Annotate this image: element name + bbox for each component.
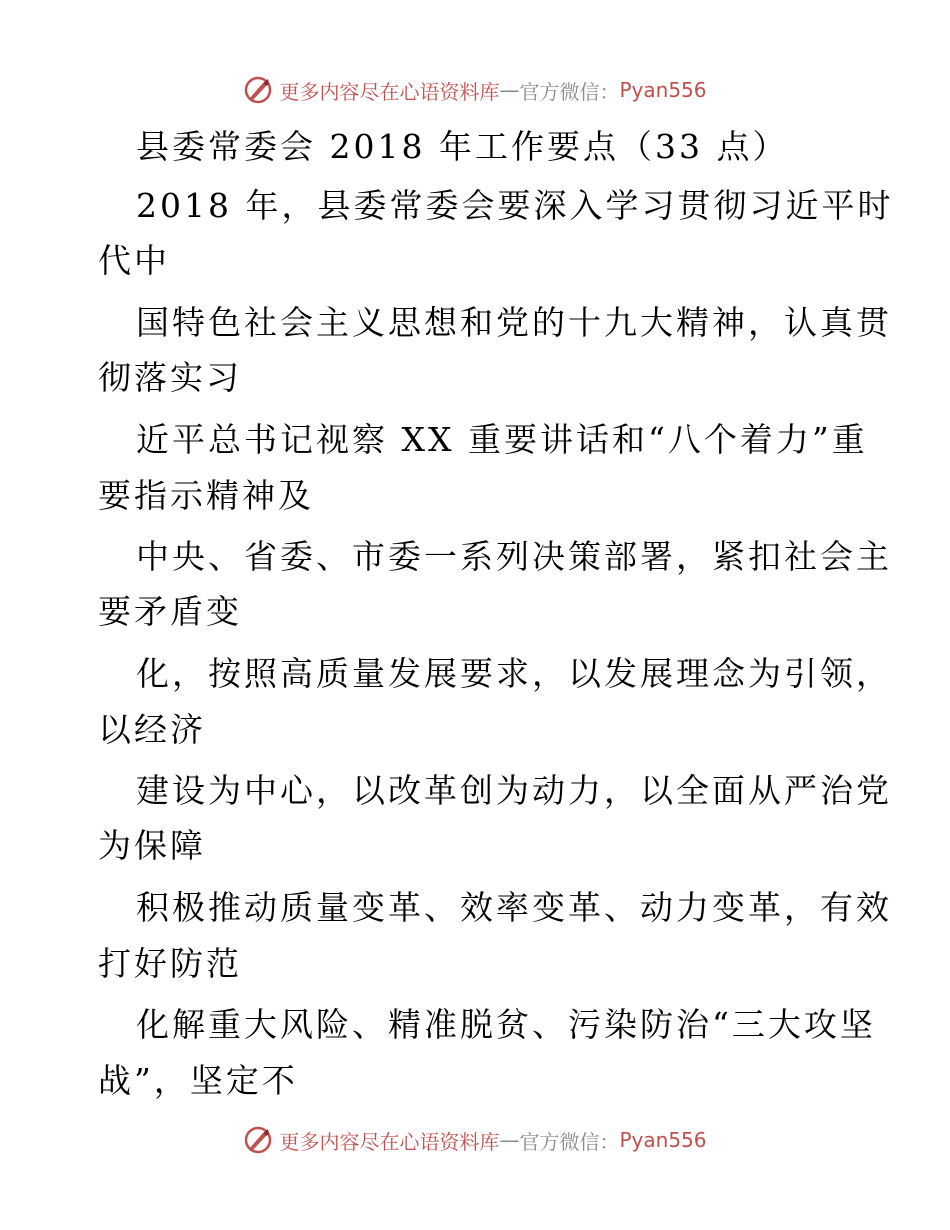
paragraph-line: 中央、省委、市委一系列决策部署，紧扣社会主 xyxy=(136,537,892,576)
paragraph-line: 要矛盾变 xyxy=(98,592,242,631)
banner-wechat-id: Pyan556 xyxy=(619,78,707,102)
paragraph-line: 战”，坚定不 xyxy=(98,1061,298,1100)
banner-dash: — xyxy=(499,78,520,102)
banner-wechat-label: 官方微信： xyxy=(519,1129,620,1154)
paragraph-line: 2018 年，县委常委会要深入学习贯彻习近平时 xyxy=(136,186,894,225)
banner-main-text: 更多内容尽在心语资料库 xyxy=(279,1129,500,1154)
paragraph-line: 打好防范 xyxy=(98,944,242,983)
paragraph-line: 国特色社会主义思想和党的十九大精神，认真贯 xyxy=(136,303,892,342)
paragraph-line: 要指示精神及 xyxy=(98,476,314,515)
banner-wechat-label: 官方微信： xyxy=(519,79,620,104)
paragraph-line: 近平总书记视察 XX 重要讲话和“八个着力”重 xyxy=(136,420,868,459)
banner-wechat-id: Pyan556 xyxy=(619,1128,707,1152)
paragraph-line: 建设为中心，以改革创为动力，以全面从严治党 xyxy=(136,771,892,810)
paragraph-line: 以经济 xyxy=(98,710,206,749)
paragraph-line: 积极推动质量变革、效率变革、动力变革，有效 xyxy=(136,888,892,927)
document-title: 县委常委会 2018 年工作要点（33 点） xyxy=(136,127,789,166)
paragraph-line: 化解重大风险、精准脱贫、污染防治“三大攻坚 xyxy=(136,1005,876,1044)
paragraph-line: 为保障 xyxy=(98,826,206,865)
quill-pen-logo-icon xyxy=(243,75,273,105)
banner-dash: — xyxy=(499,1128,520,1152)
quill-pen-logo-icon xyxy=(243,1125,273,1155)
paragraph-line: 彻落实习 xyxy=(98,358,242,397)
banner-main-text: 更多内容尽在心语资料库 xyxy=(279,79,500,104)
footer-watermark-banner xyxy=(0,1120,950,1160)
paragraph-line: 代中 xyxy=(98,241,170,280)
header-watermark-banner xyxy=(0,70,950,110)
paragraph-line: 化，按照高质量发展要求，以发展理念为引领， xyxy=(136,654,892,693)
